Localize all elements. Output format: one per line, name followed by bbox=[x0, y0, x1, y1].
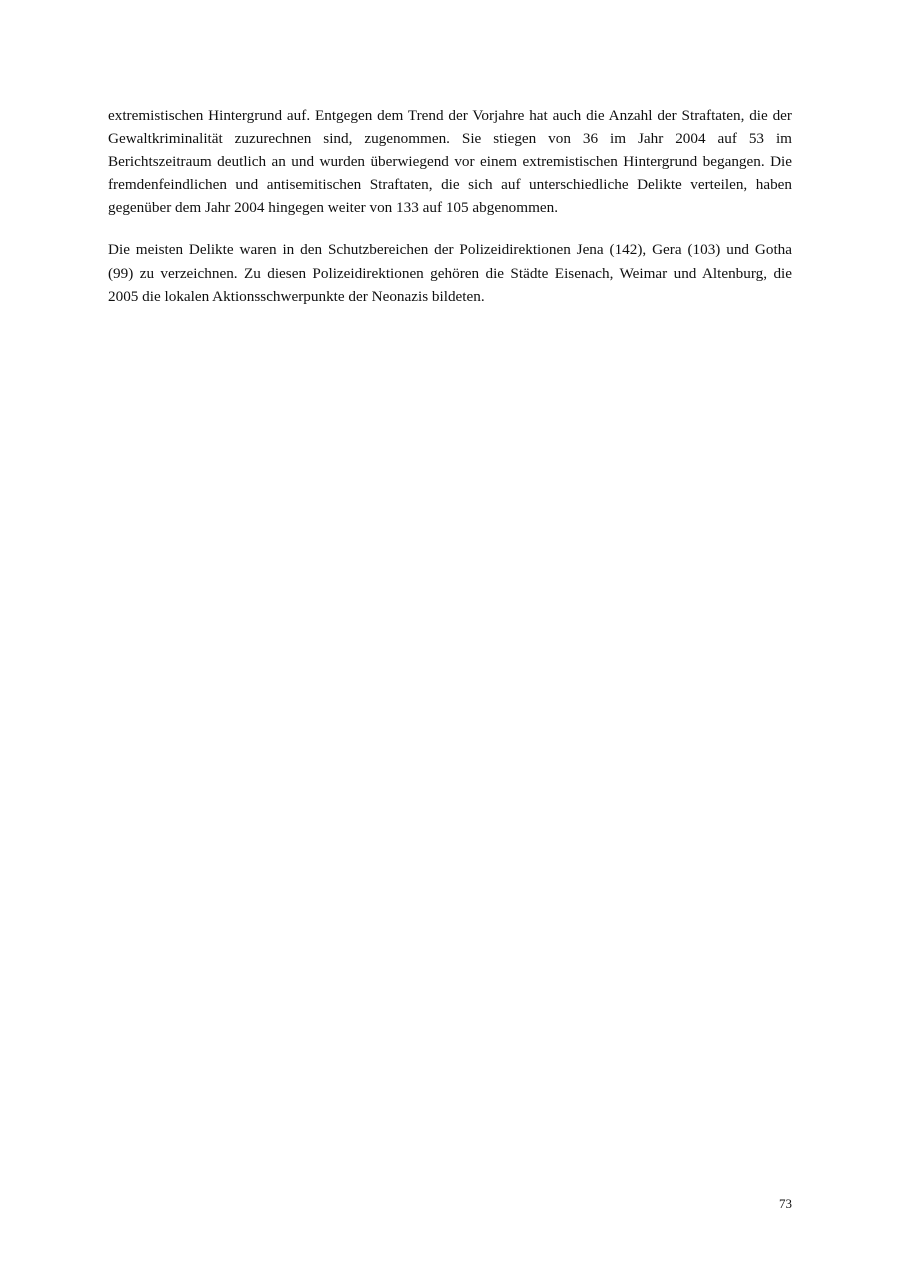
body-paragraph-2: Die meisten Delikte waren in den Schutzbereichen der Polizeidirektionen Jena (142), Gera (103) und Gotha (99) zu verzeichnen. Zu diesen Polizeidirektionen gehören die Städte Eisenach, Weimar und Altenburg, die 2005 die lokalen Aktionsschwerpunkte der Neonazis bildeten. bbox=[108, 241, 792, 305]
page-body bbox=[108, 104, 792, 308]
page-number: 73 bbox=[779, 1196, 792, 1211]
body-paragraph-1: extremistischen Hintergrund auf. Entgegen dem Trend der Vorjahre hat auch die Anzahl der Straftaten, die der Gewaltkriminalität zuzurechnen sind, zugenommen. Sie stiegen von 36 im Jahr 2004 auf 53 im Berichtszeitraum deutlich an und wurden überwiegend vor einem extremistischen Hintergrund begangen. Die fremdenfeindlichen und antisemitischen Straftaten, die sich auf unterschiedliche Delikte verteilen, haben gegenüber dem Jahr 2004 hingegen weiter von 133 auf 105 abgenommen. bbox=[108, 107, 792, 217]
